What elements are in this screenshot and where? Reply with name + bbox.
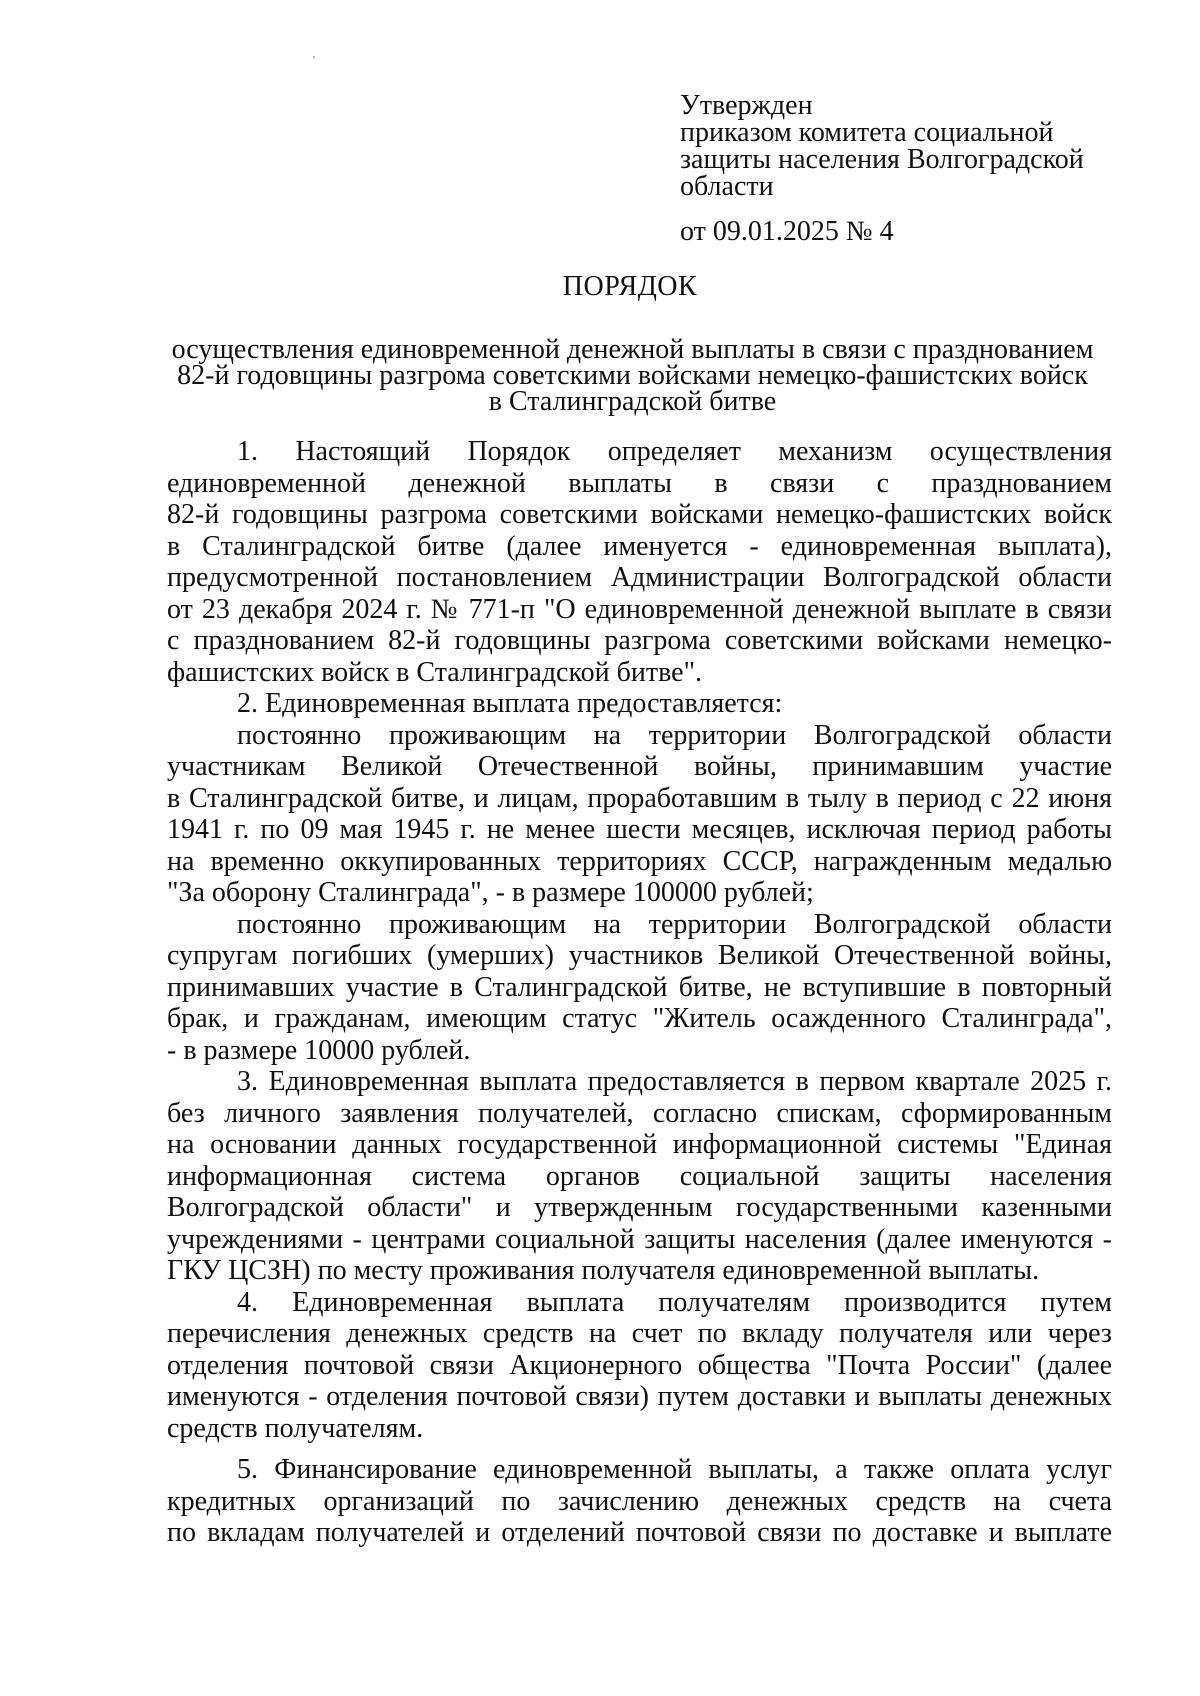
paragraph-4-line: средств получателям. xyxy=(167,1412,424,1444)
paragraph-1-line: фашистских войск в Сталинградской битве". xyxy=(167,656,703,688)
paragraph-2-line: постоянно проживающим на территории Волгоградской области xyxy=(237,719,1112,751)
paragraph-3-line: на основании данных государственной информационной системы "Единая xyxy=(167,1129,1112,1160)
paragraph-3-line: без личного заявления получателей, согласно спискам, сформированным xyxy=(167,1097,1112,1129)
paragraph-4-line: отделения почтовой связи Акционерного общества "Почта России" (далее xyxy=(167,1349,1112,1381)
paragraph-2-line: на временно оккупированных территориях СССР, награжденным медалью xyxy=(167,845,1112,877)
paragraph-2-line: - в размере 10000 рублей. xyxy=(167,1034,471,1066)
paragraph-2-line: брак, и гражданам, имеющим статус "Житель осажденного Сталинграда", xyxy=(167,1003,1112,1034)
approval-line: Утвержден xyxy=(680,90,813,121)
approval-date: от 09.01.2025 № 4 xyxy=(680,216,894,247)
paragraph-5-line: 5. Финансирование единовременной выплаты, а также оплата услуг xyxy=(237,1454,1112,1485)
scan-speck xyxy=(313,56,315,58)
paragraph-2-line: 1941 г. по 09 мая 1945 г. не менее шести месяцев, исключая период работы xyxy=(167,814,1112,845)
paragraph-1-line: предусмотренной постановлением Администрации Волгоградской области xyxy=(167,562,1112,593)
paragraph-4-line: 4. Единовременная выплата получателям производится путем xyxy=(237,1286,1112,1318)
paragraph-3-line: информационная система органов социальной защиты населения xyxy=(167,1160,1112,1192)
paragraph-2-line: принимавших участие в Сталинградской битве, не вступившие в повторный xyxy=(167,971,1112,1003)
approval-line: приказом комитета социальной xyxy=(680,117,1054,148)
document-title: ПОРЯДОК xyxy=(562,271,698,302)
subtitle-line: в Сталинградской битве xyxy=(488,386,777,417)
paragraph-2-line: в Сталинградской битве, и лицам, проработавшим в тылу в период с 22 июня xyxy=(167,782,1112,814)
paragraph-2-line: "За оборону Сталинграда", - в размере 100000 рублей; xyxy=(167,877,814,908)
paragraph-3-line: учреждениями - центрами социальной защиты населения (далее именуются - xyxy=(167,1223,1112,1255)
approval-line: области xyxy=(680,171,774,202)
subtitle-line: осуществления единовременной денежной выплаты в связи с празднованием xyxy=(171,334,1094,365)
paragraph-1-line: 82-й годовщины разгрома советскими войсками немецко-фашистских войск xyxy=(167,499,1112,530)
paragraph-3-line: Волгоградской области" и утвержденным государственными казенными xyxy=(167,1192,1112,1223)
approval-line: защиты населения Волгоградской xyxy=(680,144,1084,175)
paragraph-2-line: участникам Великой Отечественной войны, принимавшим участие xyxy=(167,751,1112,782)
paragraph-3-line: 3. Единовременная выплата предоставляется в первом квартале 2025 г. xyxy=(237,1066,1112,1097)
paragraph-2-line: супругам погибших (умерших) участников Великой Отечественной войны, xyxy=(167,940,1112,971)
subtitle-line: 82-й годовщины разгрома советскими войсками немецко-фашистских войск xyxy=(177,360,1088,391)
paragraph-1-line: с празднованием 82-й годовщины разгрома советскими войсками немецко- xyxy=(167,625,1112,656)
paragraph-4-line: перечисления денежных средств на счет по вкладу получателя или через xyxy=(167,1318,1112,1349)
paragraph-2-heading: 2. Единовременная выплата предоставляется: xyxy=(237,688,783,719)
paragraph-5-line: по вкладам получателей и отделений почтовой связи по доставке и выплате xyxy=(167,1517,1112,1548)
paragraph-4-line: именуются - отделения почтовой связи) путем доставки и выплаты денежных xyxy=(167,1381,1112,1412)
paragraph-1-line: единовременной денежной выплаты в связи с празднованием xyxy=(167,467,1112,499)
document-body xyxy=(167,436,1112,1549)
paragraph-1-line: в Сталинградской битве (далее именуется - единовременная выплата), xyxy=(167,530,1112,562)
approval-stamp-block xyxy=(680,92,1120,200)
paragraph-3-line: ГКУ ЦСЗН) по месту проживания получателя единовременной выплаты. xyxy=(167,1255,1040,1286)
document-subtitle xyxy=(150,334,1115,417)
paragraph-5-line: кредитных организаций по зачислению денежных средств на счета xyxy=(167,1485,1112,1517)
paragraph-1-line: 1. Настоящий Порядок определяет механизм осуществления xyxy=(237,436,1112,467)
paragraph-2-line: постоянно проживающим на территории Волгоградской области xyxy=(237,908,1112,940)
paragraph-1-line: от 23 декабря 2024 г. № 771-п "О единовременной денежной выплате в связи xyxy=(167,593,1112,625)
